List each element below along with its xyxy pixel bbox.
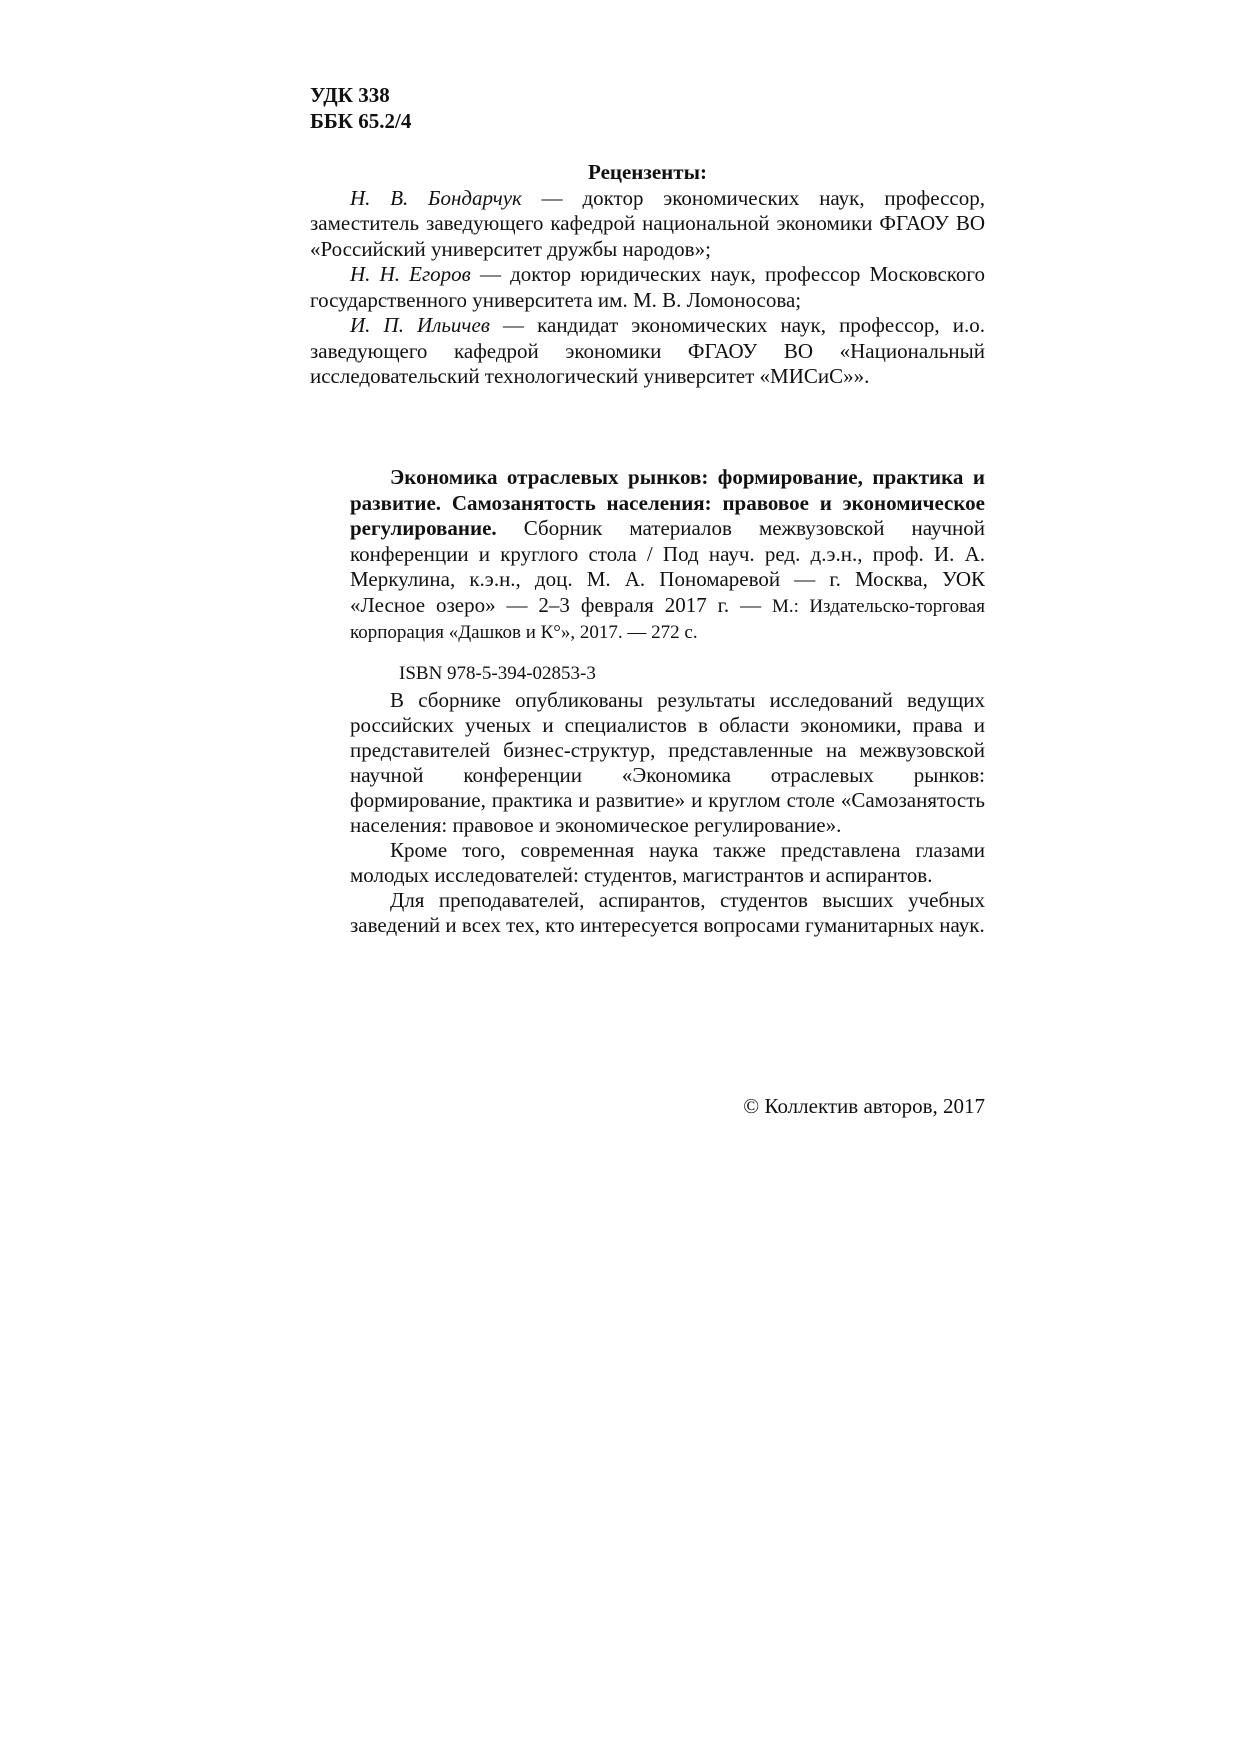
reviewer-entry	[310, 186, 985, 263]
reviewer-description: — кандидат экономических наук, профессор, и.о. заведующего кафедрой экономики ФГАОУ ВО «Национальный исследовательский технологический университет «МИСиС»».	[310, 313, 985, 388]
reviewer-description: — доктор экономических наук, профессор, заместитель заведующего кафедрой национальной экономики ФГАОУ ВО «Российский университет дружбы народов»;	[310, 185, 985, 261]
reviewer-name: Н. В. Бондарчук	[350, 185, 522, 210]
book-title: Экономика отраслевых рынков: формирование, практика и развитие. Самозанятость населения: правовое и экономическое регулирование.	[350, 465, 985, 540]
publisher-imprint: М.: Издательско-торговая корпорация «Дашков и К°», 2017. — 272 с.	[350, 595, 985, 643]
bibliographic-record	[350, 465, 985, 686]
annotation-paragraph: Для преподавателей, аспирантов, студентов высших учебных заведений и всех тех, кто интересуется вопросами гуманитарных наук.	[350, 888, 985, 937]
book-details: Сборник материалов межвузовской научной конференции и круглого стола / Под науч. ред. д.э.н., проф. И. А. Меркулина, к.э.н., доц. М. А. Пономаревой — г. Москва, УОК «Лесное озеро» — 2–3 февраля 2017 г. —	[350, 516, 985, 617]
reviewers-heading: Рецензенты:	[588, 160, 707, 184]
reviewer-name: И. П. Ильичев	[350, 313, 490, 337]
reviewer-entry	[310, 262, 985, 313]
copyright-notice: © Коллектив авторов, 2017	[743, 1094, 985, 1118]
reviewer-name: Н. Н. Егоров	[350, 262, 471, 286]
bbk-code: ББК 65.2/4	[310, 109, 412, 133]
reviewer-entry	[310, 313, 985, 390]
bibliographic-description	[350, 465, 985, 646]
udk-code: УДК 338	[310, 83, 390, 107]
reviewer-description: — доктор юридических наук, профессор Московского государственного университета им. М. В. Ломоносова;	[310, 262, 985, 312]
annotation-paragraph: В сборнике опубликованы результаты исследований ведущих российских ученых и специалистов в области экономики, права и представителей бизнес-структур, представленные на межвузовской научной конференции «Экономика отраслевых рынков: формирование, практика и развитие» и круглом столе «Самозанятость населения: правовое и экономическое регулирование».	[350, 688, 985, 837]
classification-codes	[310, 82, 411, 134]
annotation-section	[350, 688, 985, 938]
reviewers-section	[310, 160, 985, 390]
isbn: ISBN 978-5-394-02853-3	[399, 662, 596, 684]
annotation-paragraph: Кроме того, современная наука также представлена глазами молодых исследователей: студентов, магистрантов и аспирантов.	[350, 838, 985, 887]
